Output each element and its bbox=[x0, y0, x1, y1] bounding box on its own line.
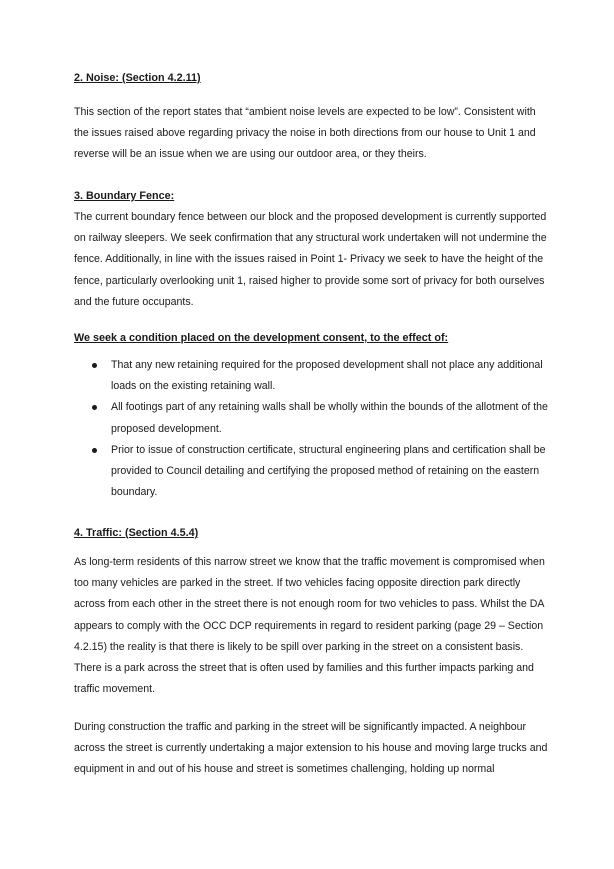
list-item bbox=[92, 440, 552, 504]
list-item-text: All footings part of any retaining walls shall be wholly within the bounds of the allotment of the proposed development. bbox=[111, 401, 548, 435]
condition-heading: We seek a condition placed on the development consent, to the effect of: bbox=[74, 332, 449, 344]
fence-heading: 3. Boundary Fence: bbox=[74, 190, 175, 202]
list-item bbox=[92, 397, 552, 439]
noise-heading: 2. Noise: (Section 4.2.11) bbox=[74, 72, 201, 84]
fence-paragraph: The current boundary fence between our block and the proposed development is currently supported on railway sleepers. We seek confirmation that any structural work undertaken will not undermine the fence. Additionally, in line with the issues raised in Point 1- Privacy we seek to have the height of the fence, particularly overlooking unit 1, raised higher to provide some sort of privacy for both ourselves and the future occupants. bbox=[74, 211, 547, 308]
traffic-paragraph-2: During construction the traffic and parking in the street will be significantly impacted. A neighbour across the street is currently undertaking a major extension to his house and moving large trucks and equipment in and out of his house and street is sometimes challenging, holding up normal bbox=[74, 721, 548, 776]
traffic-heading: 4. Traffic: (Section 4.5.4) bbox=[74, 527, 199, 539]
traffic-paragraph: As long-term residents of this narrow street we know that the traffic movement is compromised when too many vehicles are parked in the street. If two vehicles facing opposite direction park directly across from each other in the street there is not enough room for two vehicles to pass. Whilst the DA appears to comply with the OCC DCP requirements in regard to resident parking (page 29 – Section 4.2.15) the reality is that there is likely to be spill over parking in the street on a consistent basis. There is a park across the street that is often used by families and this further impacts parking and traffic movement. bbox=[74, 556, 545, 696]
list-item bbox=[92, 355, 552, 397]
list-item-text: Prior to issue of construction certificate, structural engineering plans and certification shall be provided to Council detailing and certifying the proposed method of retaining on the eastern boundary. bbox=[111, 443, 546, 499]
bullet-icon bbox=[92, 448, 97, 453]
noise-paragraph: This section of the report states that “ambient noise levels are expected to be low”. Consistent with the issues raised above regarding privacy the noise in both directions from our house to Unit 1 and reverse will be an issue when we are using our outdoor area, or they theirs. bbox=[74, 106, 536, 161]
list-item-text: That any new retaining required for the proposed development shall not place any additional loads on the existing retaining wall. bbox=[111, 359, 543, 393]
bullet-icon bbox=[92, 405, 97, 410]
bullet-icon bbox=[92, 363, 97, 368]
condition-list bbox=[92, 355, 552, 503]
